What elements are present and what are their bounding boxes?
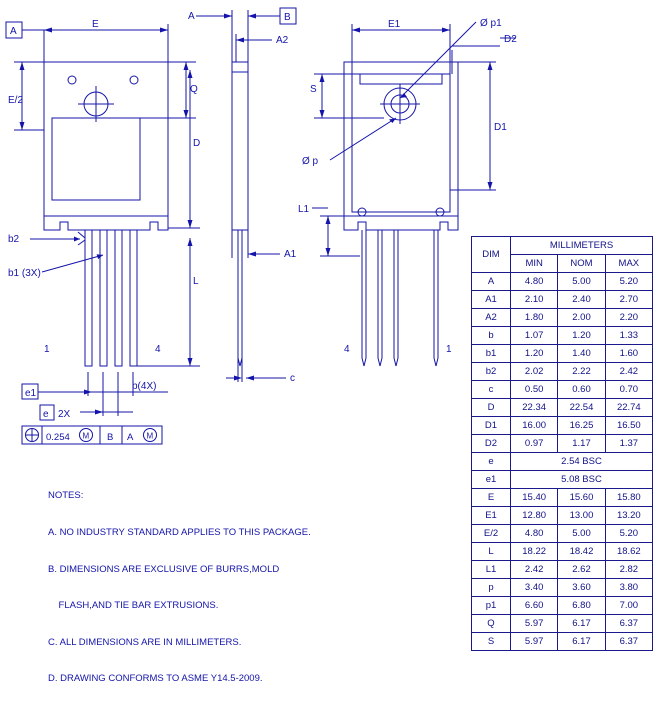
svg-text:1: 1 bbox=[446, 344, 452, 355]
cell-nom: 1.20 bbox=[558, 327, 605, 345]
table-row bbox=[472, 327, 653, 345]
cell-span: 2.54 BSC bbox=[511, 453, 653, 471]
cell-nom: 3.60 bbox=[558, 579, 605, 597]
cell-min: 4.80 bbox=[511, 273, 558, 291]
svg-text:Q: Q bbox=[190, 84, 198, 95]
top-view-graphic bbox=[6, 19, 200, 444]
cell-nom: 15.60 bbox=[558, 489, 605, 507]
note-line: A. NO INDUSTRY STANDARD APPLIES TO THIS PACKAGE. bbox=[48, 527, 311, 539]
cell-min: 4.80 bbox=[511, 525, 558, 543]
svg-text:Ø p: Ø p bbox=[302, 156, 319, 167]
cell-min: 0.97 bbox=[511, 435, 558, 453]
svg-text:0.254: 0.254 bbox=[46, 432, 70, 443]
cell-max: 7.00 bbox=[605, 597, 652, 615]
svg-text:M: M bbox=[146, 431, 154, 441]
cell-min: 22.34 bbox=[511, 399, 558, 417]
svg-text:S: S bbox=[310, 84, 317, 95]
svg-text:Ø p1: Ø p1 bbox=[480, 18, 502, 29]
feature-control-frame bbox=[22, 426, 162, 444]
svg-text:A1: A1 bbox=[284, 249, 297, 260]
dimension-table bbox=[471, 236, 653, 651]
cell-min: 16.00 bbox=[511, 417, 558, 435]
table-row bbox=[472, 507, 653, 525]
cell-max: 0.70 bbox=[605, 381, 652, 399]
cell-dim: E1 bbox=[472, 507, 511, 525]
cell-max: 1.33 bbox=[605, 327, 652, 345]
svg-text:2X: 2X bbox=[58, 409, 71, 420]
cell-max: 6.37 bbox=[605, 633, 652, 651]
table-row bbox=[472, 399, 653, 417]
cell-max: 22.74 bbox=[605, 399, 652, 417]
svg-text:A: A bbox=[127, 432, 134, 443]
cell-nom: 5.00 bbox=[558, 525, 605, 543]
cell-dim: A bbox=[472, 273, 511, 291]
cell-dim: Q bbox=[472, 615, 511, 633]
cell-nom: 1.40 bbox=[558, 345, 605, 363]
cell-max: 2.20 bbox=[605, 309, 652, 327]
cell-nom: 2.00 bbox=[558, 309, 605, 327]
cell-max: 6.37 bbox=[605, 615, 652, 633]
table-row bbox=[472, 615, 653, 633]
cell-nom: 22.54 bbox=[558, 399, 605, 417]
table-row bbox=[472, 597, 653, 615]
cell-min: 1.20 bbox=[511, 345, 558, 363]
cell-max: 15.80 bbox=[605, 489, 652, 507]
cell-min: 2.42 bbox=[511, 561, 558, 579]
cell-dim: E bbox=[472, 489, 511, 507]
cell-max: 16.50 bbox=[605, 417, 652, 435]
cell-max: 2.42 bbox=[605, 363, 652, 381]
cell-max: 1.37 bbox=[605, 435, 652, 453]
cell-dim: b bbox=[472, 327, 511, 345]
cell-max: 5.20 bbox=[605, 273, 652, 291]
cell-min: 5.97 bbox=[511, 633, 558, 651]
svg-text:D2: D2 bbox=[504, 34, 517, 45]
cell-max: 13.20 bbox=[605, 507, 652, 525]
cell-nom: 2.62 bbox=[558, 561, 605, 579]
note-line: C. ALL DIMENSIONS ARE IN MILLIMETERS. bbox=[48, 636, 242, 648]
svg-text:E/2: E/2 bbox=[8, 95, 24, 106]
svg-text:b(4X): b(4X) bbox=[132, 381, 157, 392]
header-dim: DIM bbox=[472, 237, 511, 273]
table-row bbox=[472, 309, 653, 327]
table-row bbox=[472, 435, 653, 453]
header-min: MIN bbox=[511, 255, 558, 273]
header-nom: NOM bbox=[558, 255, 605, 273]
svg-text:1: 1 bbox=[44, 344, 50, 355]
svg-text:e: e bbox=[43, 409, 49, 420]
cell-nom: 2.40 bbox=[558, 291, 605, 309]
cell-dim: e1 bbox=[472, 471, 511, 489]
note-line: D. DRAWING CONFORMS TO ASME Y14.5-2009. bbox=[48, 673, 263, 685]
table-header-row bbox=[472, 237, 653, 255]
cell-dim: S bbox=[472, 633, 511, 651]
svg-text:A: A bbox=[10, 26, 17, 37]
cell-dim: D bbox=[472, 399, 511, 417]
notes-heading: NOTES: bbox=[48, 490, 84, 502]
svg-text:B: B bbox=[284, 12, 291, 23]
svg-text:b1 (3X): b1 (3X) bbox=[8, 268, 41, 279]
cell-min: 12.80 bbox=[511, 507, 558, 525]
note-line: B. DIMENSIONS ARE EXCLUSIVE OF BURRS,MOLD bbox=[48, 563, 280, 575]
table-row bbox=[472, 525, 653, 543]
table-row bbox=[472, 579, 653, 597]
table-row bbox=[472, 345, 653, 363]
cell-dim: p1 bbox=[472, 597, 511, 615]
cell-nom: 0.60 bbox=[558, 381, 605, 399]
cell-dim: c bbox=[472, 381, 511, 399]
table-row bbox=[472, 381, 653, 399]
table-row bbox=[472, 561, 653, 579]
cell-nom: 16.25 bbox=[558, 417, 605, 435]
table-row bbox=[472, 291, 653, 309]
cell-dim: A2 bbox=[472, 309, 511, 327]
cell-max: 3.80 bbox=[605, 579, 652, 597]
cell-max: 18.62 bbox=[605, 543, 652, 561]
table-row bbox=[472, 273, 653, 291]
svg-text:A2: A2 bbox=[276, 35, 289, 46]
cell-dim: p bbox=[472, 579, 511, 597]
cell-min: 1.80 bbox=[511, 309, 558, 327]
cell-nom: 6.17 bbox=[558, 615, 605, 633]
cell-nom: 6.80 bbox=[558, 597, 605, 615]
cell-dim: L bbox=[472, 543, 511, 561]
cell-max: 5.20 bbox=[605, 525, 652, 543]
cell-nom: 13.00 bbox=[558, 507, 605, 525]
cell-nom: 6.17 bbox=[558, 633, 605, 651]
cell-min: 15.40 bbox=[511, 489, 558, 507]
cell-dim: b1 bbox=[472, 345, 511, 363]
cell-dim: D1 bbox=[472, 417, 511, 435]
cell-nom: 2.22 bbox=[558, 363, 605, 381]
svg-text:E1: E1 bbox=[388, 19, 401, 30]
cell-min: 2.02 bbox=[511, 363, 558, 381]
cell-min: 6.60 bbox=[511, 597, 558, 615]
svg-text:4: 4 bbox=[155, 344, 161, 355]
svg-text:D: D bbox=[193, 138, 201, 149]
svg-text:c: c bbox=[290, 373, 295, 384]
cell-min: 2.10 bbox=[511, 291, 558, 309]
cell-dim: E/2 bbox=[472, 525, 511, 543]
cell-dim: L1 bbox=[472, 561, 511, 579]
cell-max: 1.60 bbox=[605, 345, 652, 363]
header-max: MAX bbox=[605, 255, 652, 273]
cell-span: 5.08 BSC bbox=[511, 471, 653, 489]
table-row bbox=[472, 489, 653, 507]
table-row bbox=[472, 417, 653, 435]
cell-min: 3.40 bbox=[511, 579, 558, 597]
cell-nom: 5.00 bbox=[558, 273, 605, 291]
cell-dim: e bbox=[472, 453, 511, 471]
svg-text:e1: e1 bbox=[25, 388, 37, 399]
svg-text:4: 4 bbox=[344, 344, 350, 355]
svg-text:A: A bbox=[188, 11, 195, 22]
svg-text:B: B bbox=[107, 432, 114, 443]
cell-dim: D2 bbox=[472, 435, 511, 453]
table-row bbox=[472, 543, 653, 561]
note-line: FLASH,AND TIE BAR EXTRUSIONS. bbox=[48, 600, 219, 612]
cell-dim: A1 bbox=[472, 291, 511, 309]
cell-nom: 18.42 bbox=[558, 543, 605, 561]
cell-max: 2.70 bbox=[605, 291, 652, 309]
table-row bbox=[472, 471, 653, 489]
side-view-graphic bbox=[188, 8, 297, 384]
cell-max: 2.82 bbox=[605, 561, 652, 579]
cell-dim: b2 bbox=[472, 363, 511, 381]
cell-nom: 1.17 bbox=[558, 435, 605, 453]
table-row bbox=[472, 453, 653, 471]
notes-block bbox=[48, 466, 311, 710]
table-row bbox=[472, 633, 653, 651]
svg-text:M: M bbox=[82, 431, 90, 441]
svg-text:E: E bbox=[92, 19, 99, 30]
cell-min: 0.50 bbox=[511, 381, 558, 399]
svg-text:L: L bbox=[193, 276, 199, 287]
svg-text:L1: L1 bbox=[298, 204, 310, 215]
svg-text:b2: b2 bbox=[8, 234, 20, 245]
header-units: MILLIMETERS bbox=[511, 237, 653, 255]
cell-min: 18.22 bbox=[511, 543, 558, 561]
table-row bbox=[472, 363, 653, 381]
svg-text:D1: D1 bbox=[494, 122, 507, 133]
cell-min: 1.07 bbox=[511, 327, 558, 345]
cell-min: 5.97 bbox=[511, 615, 558, 633]
